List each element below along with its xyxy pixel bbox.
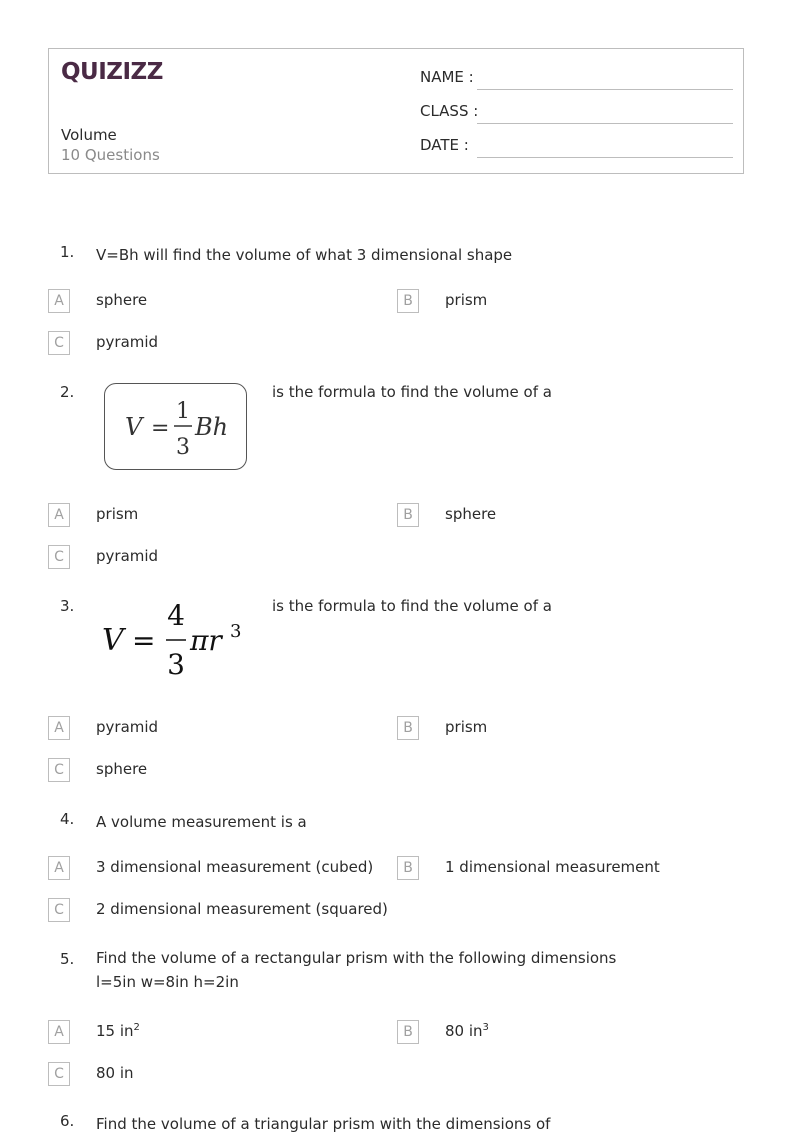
option-letter: A [48, 1020, 70, 1044]
date-line[interactable] [477, 157, 733, 158]
option-text: pyramid [96, 547, 159, 565]
formula-lhs: V [125, 413, 143, 441]
formula-rest: Bh [195, 413, 229, 441]
date-field[interactable] [420, 136, 733, 158]
question-text-line1: Find the volume of a rectangular prism with the following dimensions [96, 949, 617, 967]
class-field[interactable] [420, 102, 733, 124]
option-letter: C [48, 331, 70, 355]
question-text: A volume measurement is a [96, 813, 307, 831]
option-letter: B [397, 289, 419, 313]
question-text: V=Bh will find the volume of what 3 dimensional shape [96, 246, 513, 264]
question-text-line2: l=5in w=8in h=2in [96, 973, 239, 991]
option-letter: A [48, 716, 70, 740]
question-number: 5. [60, 950, 75, 968]
option-value: 80 in [445, 1022, 483, 1040]
option-letter: C [48, 898, 70, 922]
option-text: pyramid [96, 718, 159, 736]
formula-equals: = [151, 416, 170, 441]
option-letter: A [48, 856, 70, 880]
option-text [445, 1022, 489, 1040]
option-text [96, 1022, 140, 1040]
question-text: is the formula to find the volume of a [272, 383, 552, 401]
quizizz-logo: QUIZIZZ [61, 59, 163, 85]
option-letter: C [48, 545, 70, 569]
name-label: NAME : [420, 68, 474, 86]
name-field[interactable] [420, 68, 733, 90]
option-text: prism [445, 291, 488, 309]
option-text: sphere [96, 760, 148, 778]
option-text: pyramid [96, 333, 159, 351]
worksheet-header [48, 48, 744, 174]
option-letter: B [397, 503, 419, 527]
option-text: 1 dimensional measurement [445, 858, 660, 876]
option-text: 80 in [96, 1064, 134, 1082]
option-text: prism [96, 505, 139, 523]
option-letter: A [48, 503, 70, 527]
formula-numerator: 1 [176, 399, 190, 424]
option-exponent: 2 [133, 1022, 140, 1033]
option-text: sphere [445, 505, 497, 523]
option-exponent: 3 [482, 1022, 489, 1033]
worksheet-title: Volume [61, 126, 117, 144]
option-letter: C [48, 758, 70, 782]
option-letter: C [48, 1062, 70, 1086]
option-text: 2 dimensional measurement (squared) [96, 900, 388, 918]
pyramid-formula-image [104, 383, 247, 470]
question-text: Find the volume of a triangular prism with the dimensions of [96, 1115, 551, 1133]
option-letter: B [397, 716, 419, 740]
question-count: 10 Questions [61, 146, 160, 164]
question-text: is the formula to find the volume of a [272, 597, 552, 615]
option-value: 15 in [96, 1022, 134, 1040]
question-number: 2. [60, 383, 75, 401]
date-label: DATE : [420, 136, 469, 154]
formula-numerator: 4 [167, 599, 185, 632]
option-letter: B [397, 856, 419, 880]
question-number: 1. [60, 243, 75, 261]
formula-exponent: 3 [230, 621, 242, 642]
name-line[interactable] [477, 89, 733, 90]
option-text: 3 dimensional measurement (cubed) [96, 858, 374, 876]
sphere-formula-svg [98, 597, 248, 683]
option-text: sphere [96, 291, 148, 309]
formula-rest: πr [190, 624, 222, 657]
class-line[interactable] [477, 123, 733, 124]
pyramid-formula-svg [105, 384, 248, 471]
question-number: 6. [60, 1112, 75, 1130]
formula-denominator: 3 [176, 435, 190, 460]
option-letter: B [397, 1020, 419, 1044]
question-text [96, 946, 616, 994]
question-number: 4. [60, 810, 75, 828]
formula-denominator: 3 [167, 648, 185, 681]
formula-equals: = [132, 624, 156, 657]
formula-lhs: V [102, 623, 124, 658]
question-number: 3. [60, 597, 75, 615]
class-label: CLASS : [420, 102, 479, 120]
option-text: prism [445, 718, 488, 736]
option-letter: A [48, 289, 70, 313]
